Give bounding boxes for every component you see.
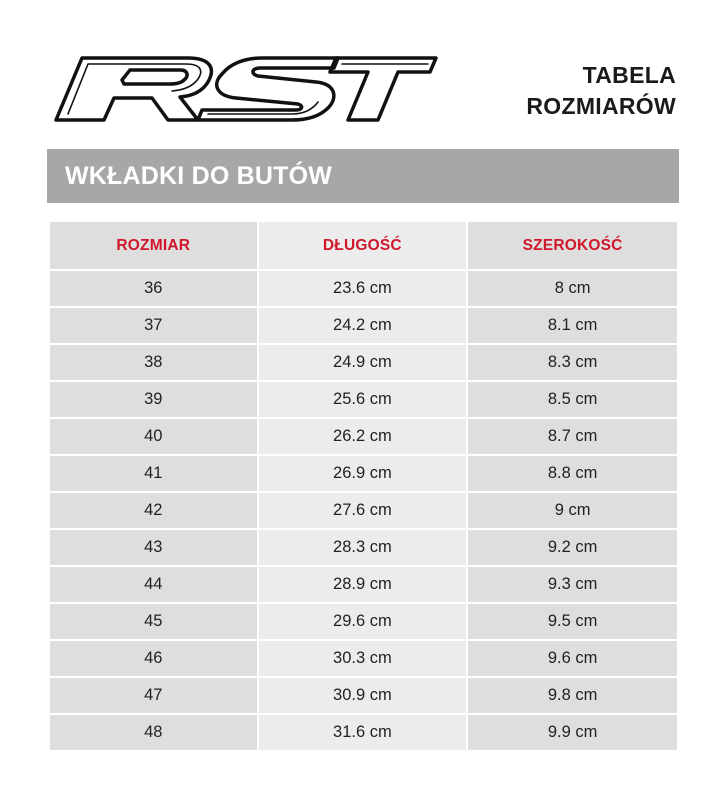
cell-length: 28.3 cm (259, 530, 469, 567)
size-table (50, 222, 677, 750)
cell-length: 30.9 cm (259, 678, 469, 715)
column-header-length: DŁUGOŚĆ (259, 222, 469, 271)
column-header-size: ROZMIAR (50, 222, 259, 271)
cell-length: 27.6 cm (259, 493, 469, 530)
cell-size: 44 (50, 567, 259, 604)
cell-length: 24.9 cm (259, 345, 469, 382)
section-header-bar (47, 149, 679, 203)
cell-length: 26.9 cm (259, 456, 469, 493)
document-title-line-2: ROZMIARÓW (526, 93, 676, 119)
table-row (50, 715, 677, 750)
table-row (50, 345, 677, 382)
cell-size: 42 (50, 493, 259, 530)
table-row (50, 382, 677, 419)
cell-width: 9.9 cm (468, 715, 677, 750)
cell-length: 25.6 cm (259, 382, 469, 419)
table-row (50, 678, 677, 715)
table-row (50, 456, 677, 493)
cell-size: 40 (50, 419, 259, 456)
table-row (50, 493, 677, 530)
table-row (50, 604, 677, 641)
cell-length: 30.3 cm (259, 641, 469, 678)
rst-logo (48, 52, 440, 126)
document-title-line-1: TABELA (582, 62, 676, 88)
cell-size: 43 (50, 530, 259, 567)
cell-size: 38 (50, 345, 259, 382)
cell-width: 8.5 cm (468, 382, 677, 419)
cell-length: 24.2 cm (259, 308, 469, 345)
cell-length: 28.9 cm (259, 567, 469, 604)
table-row (50, 271, 677, 308)
cell-width: 9.3 cm (468, 567, 677, 604)
cell-size: 47 (50, 678, 259, 715)
cell-size: 46 (50, 641, 259, 678)
table-row (50, 641, 677, 678)
cell-size: 36 (50, 271, 259, 308)
table-row (50, 419, 677, 456)
cell-width: 8.8 cm (468, 456, 677, 493)
cell-size: 41 (50, 456, 259, 493)
cell-width: 9 cm (468, 493, 677, 530)
cell-width: 8 cm (468, 271, 677, 308)
cell-size: 39 (50, 382, 259, 419)
cell-width: 8.7 cm (468, 419, 677, 456)
cell-width: 9.5 cm (468, 604, 677, 641)
cell-width: 8.3 cm (468, 345, 677, 382)
cell-length: 29.6 cm (259, 604, 469, 641)
table-row (50, 530, 677, 567)
column-header-width: SZEROKOŚĆ (468, 222, 677, 271)
cell-length: 23.6 cm (259, 271, 469, 308)
cell-width: 8.1 cm (468, 308, 677, 345)
cell-size: 37 (50, 308, 259, 345)
cell-width: 9.2 cm (468, 530, 677, 567)
cell-width: 9.8 cm (468, 678, 677, 715)
cell-width: 9.6 cm (468, 641, 677, 678)
cell-size: 45 (50, 604, 259, 641)
document-title (526, 60, 676, 122)
section-title: WKŁADKI DO BUTÓW (65, 161, 333, 190)
cell-length: 26.2 cm (259, 419, 469, 456)
cell-length: 31.6 cm (259, 715, 469, 750)
table-row (50, 308, 677, 345)
cell-size: 48 (50, 715, 259, 750)
table-header-row (50, 222, 677, 271)
table-row (50, 567, 677, 604)
